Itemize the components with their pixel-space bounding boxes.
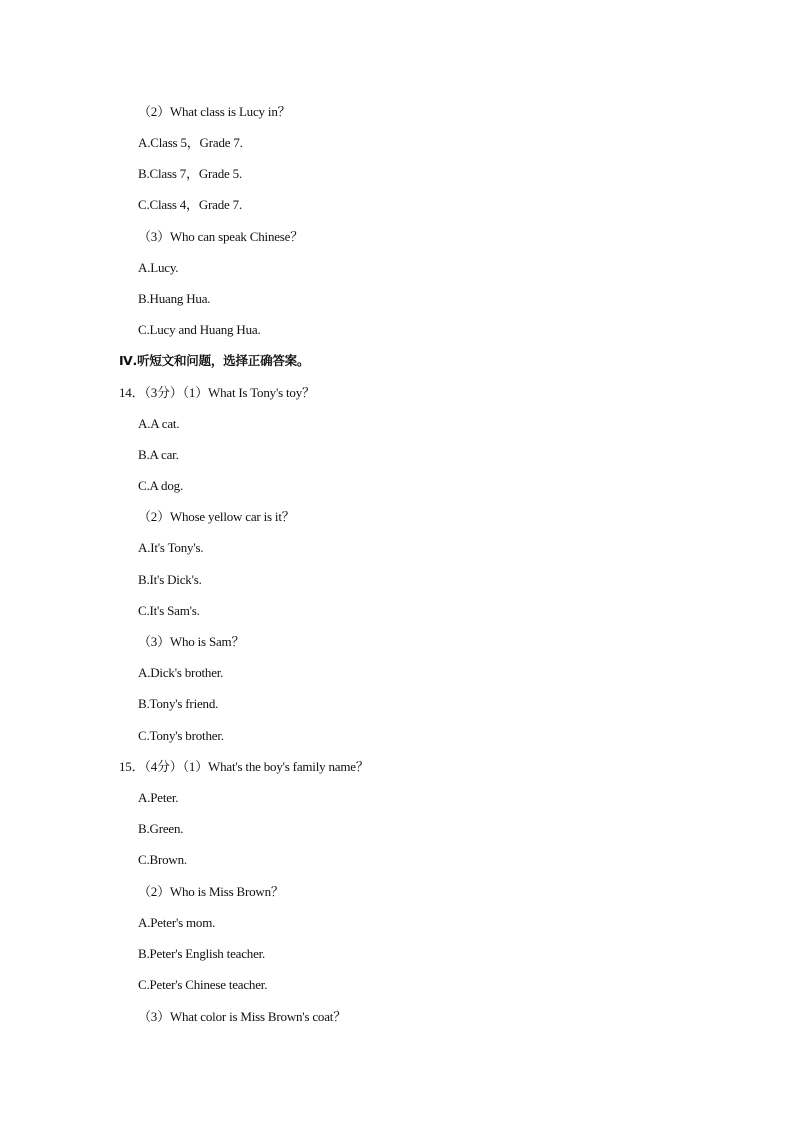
option-b: B.Green. bbox=[138, 821, 184, 836]
question-13-2: （2）What class is Lucy in？ bbox=[138, 104, 291, 119]
option-a: A.Class 5，Grade 7. bbox=[138, 135, 243, 150]
option-b: B.Peter's English teacher. bbox=[138, 946, 266, 961]
question-15-1: 15．（4分）（1）What's the boy's family name？ bbox=[119, 759, 369, 774]
option-b: B.A car. bbox=[138, 447, 179, 462]
option-b: B.It's Dick's. bbox=[138, 572, 202, 587]
option-a: A.Lucy. bbox=[138, 260, 179, 275]
question-13-3: （3）Who can speak Chinese？ bbox=[138, 229, 304, 244]
question-15-2: （2）Who is Miss Brown？ bbox=[138, 884, 284, 899]
question-14-3: （3）Who is Sam？ bbox=[138, 634, 245, 649]
option-c: C.A dog. bbox=[138, 478, 183, 493]
option-b: B.Class 7，Grade 5. bbox=[138, 166, 242, 181]
option-c: C.Class 4，Grade 7. bbox=[138, 197, 242, 212]
option-a: A.It's Tony's. bbox=[138, 540, 204, 555]
question-14-1: 14．（3分）（1）What Is Tony's toy？ bbox=[119, 385, 315, 400]
option-c: C.Tony's brother. bbox=[138, 728, 224, 743]
option-c: C.It's Sam's. bbox=[138, 603, 200, 618]
option-c: C.Lucy and Huang Hua. bbox=[138, 322, 261, 337]
option-c: C.Peter's Chinese teacher. bbox=[138, 977, 268, 992]
option-a: A.Peter's mom. bbox=[138, 915, 216, 930]
option-a: A.A cat. bbox=[138, 416, 180, 431]
option-a: A.Dick's brother. bbox=[138, 665, 224, 680]
option-b: B.Huang Hua. bbox=[138, 291, 211, 306]
option-a: A.Peter. bbox=[138, 790, 179, 805]
question-15-3: （3）What color is Miss Brown's coat？ bbox=[138, 1009, 347, 1024]
option-c: C.Brown. bbox=[138, 852, 187, 867]
question-14-2: （2）Whose yellow car is it？ bbox=[138, 509, 295, 524]
option-b: B.Tony's friend. bbox=[138, 696, 219, 711]
section-heading: Ⅳ.听短文和问题，选择正确答案。 bbox=[119, 353, 310, 368]
